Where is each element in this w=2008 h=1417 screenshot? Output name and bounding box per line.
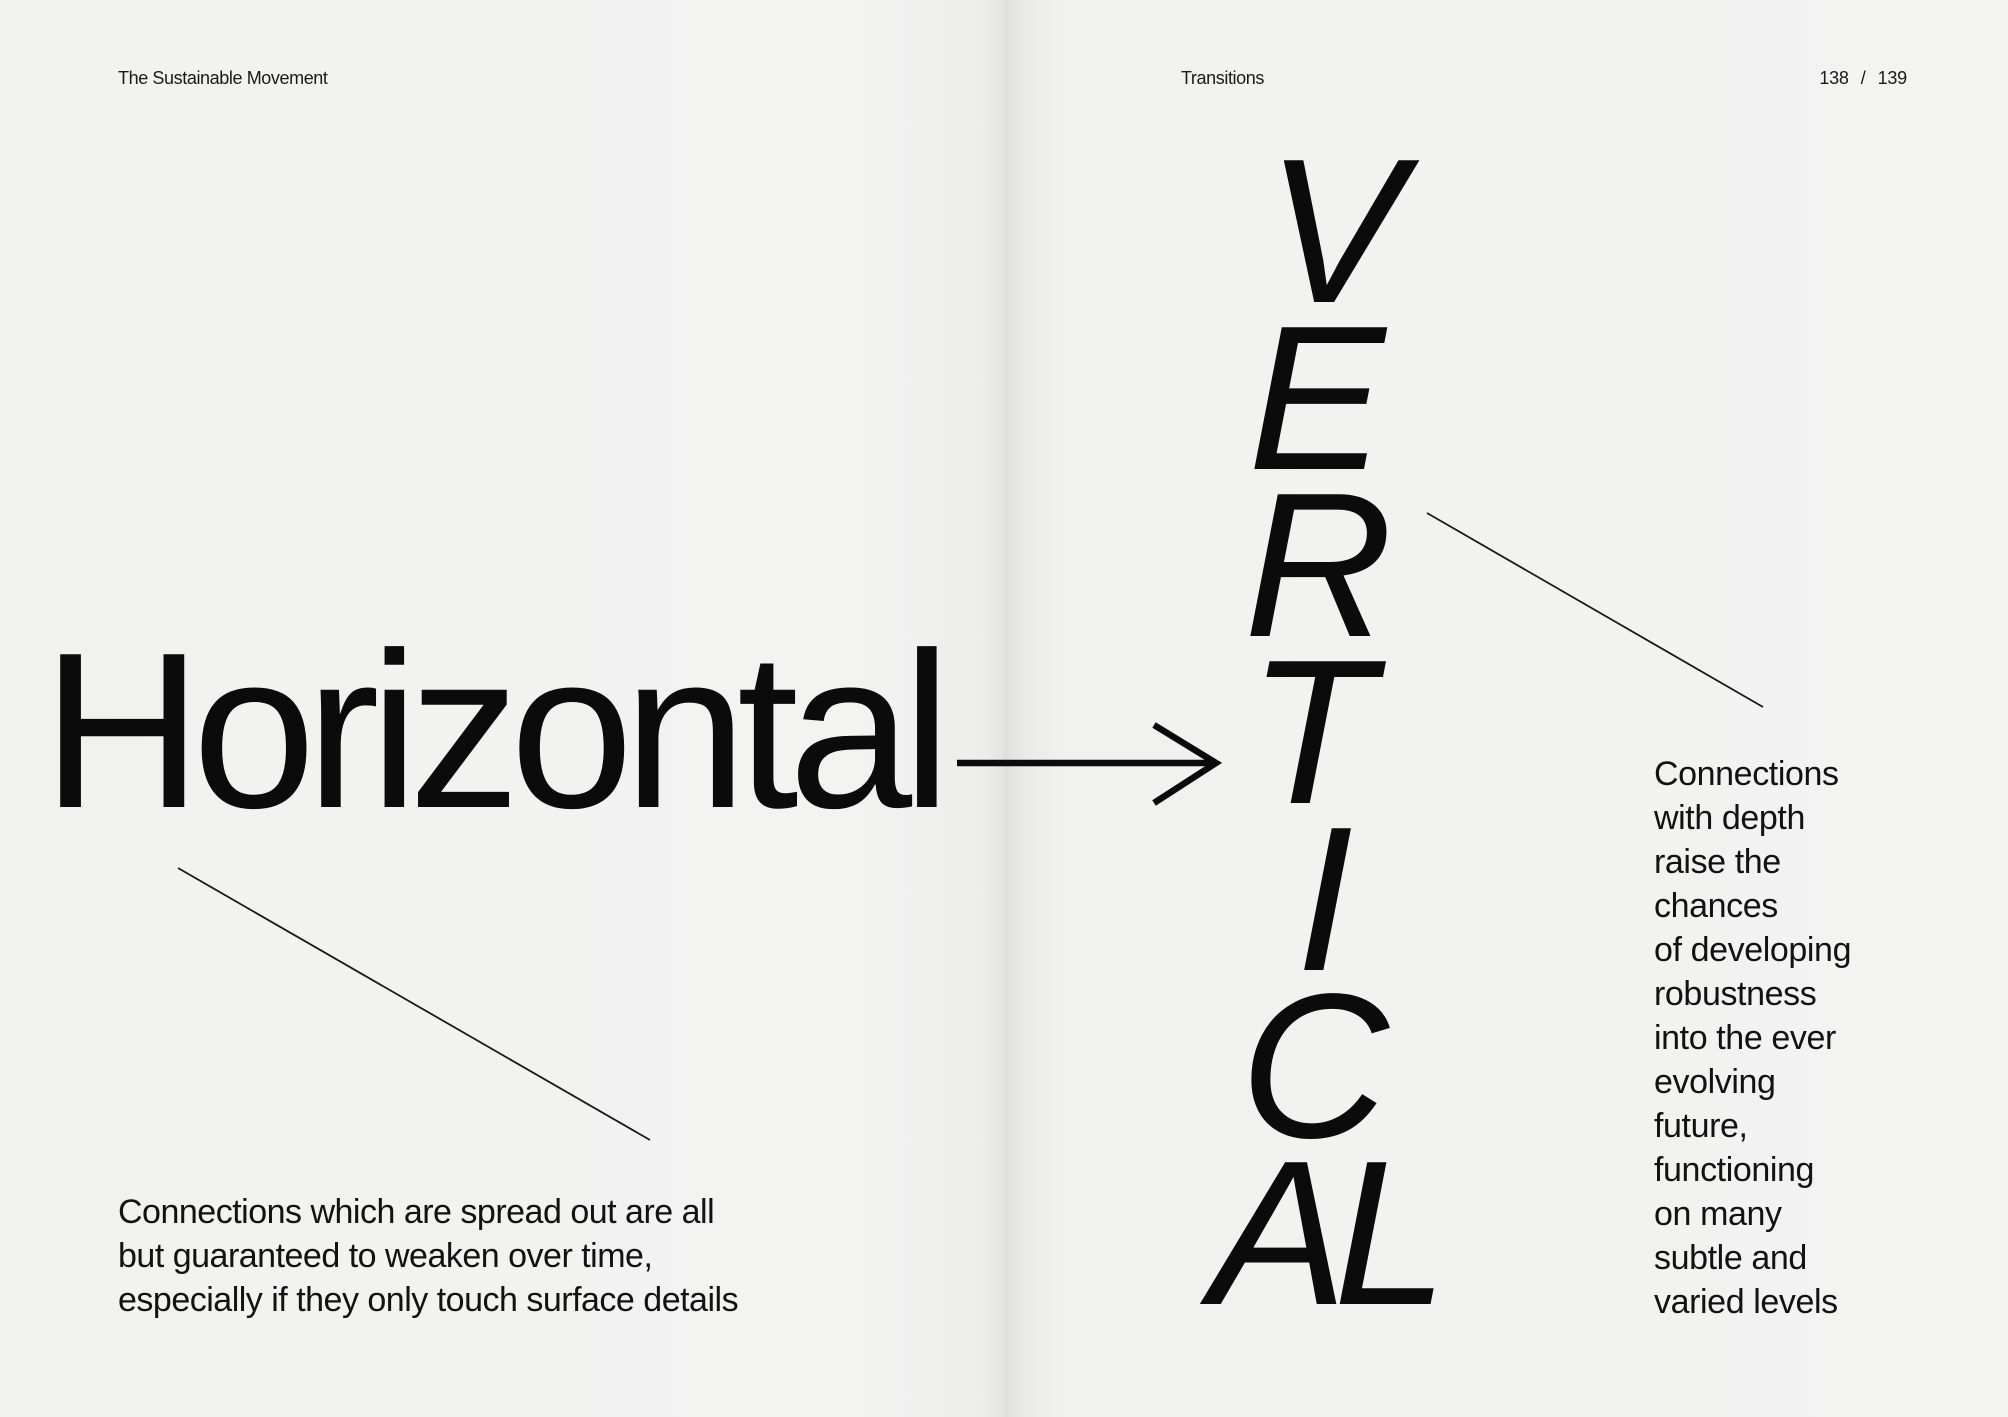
vertical-letter-v: V: [1266, 116, 1404, 346]
vertical-letters-al: AL: [1210, 1118, 1434, 1348]
body-line: chances: [1654, 887, 1778, 925]
body-line: into the ever: [1654, 1019, 1836, 1057]
body-line: varied levels: [1654, 1283, 1838, 1321]
running-head-right: Transitions: [1181, 68, 1264, 88]
body-line: raise the: [1654, 843, 1781, 881]
body-line: functioning: [1654, 1151, 1815, 1189]
body-line: with depth: [1654, 799, 1805, 837]
page-numbers: [1819, 68, 1907, 89]
vertical-letter-i: I: [1296, 784, 1354, 1014]
body-line: evolving: [1654, 1063, 1776, 1101]
headline-horizontal: Horizontal: [42, 607, 942, 855]
vertical-letter-t: T: [1248, 617, 1374, 847]
page-number-right: 139: [1877, 68, 1907, 88]
body-line: especially if they only touch surface details: [118, 1281, 739, 1319]
body-line: Connections: [1654, 755, 1839, 793]
body-line: on many: [1654, 1195, 1782, 1233]
body-text-right: [1654, 752, 1954, 1324]
page-number-separator: /: [1860, 68, 1866, 88]
running-head-left: The Sustainable Movement: [118, 68, 328, 88]
body-text-left: [118, 1190, 878, 1322]
body-line: but guaranteed to weaken over time,: [118, 1237, 653, 1275]
vertical-letter-e: E: [1248, 283, 1386, 513]
page-number-left: 138: [1819, 68, 1849, 88]
vertical-letter-r: R: [1244, 450, 1393, 680]
body-line: future,: [1654, 1107, 1748, 1145]
vertical-letter-c: C: [1240, 951, 1389, 1181]
body-line: Connections which are spread out are all: [118, 1193, 715, 1231]
body-line: subtle and: [1654, 1239, 1807, 1277]
headline-vertical: [1210, 116, 1470, 1348]
body-line: robustness: [1654, 975, 1817, 1013]
gutter-shadow: [984, 0, 1024, 1417]
body-line: of developing: [1654, 931, 1852, 969]
